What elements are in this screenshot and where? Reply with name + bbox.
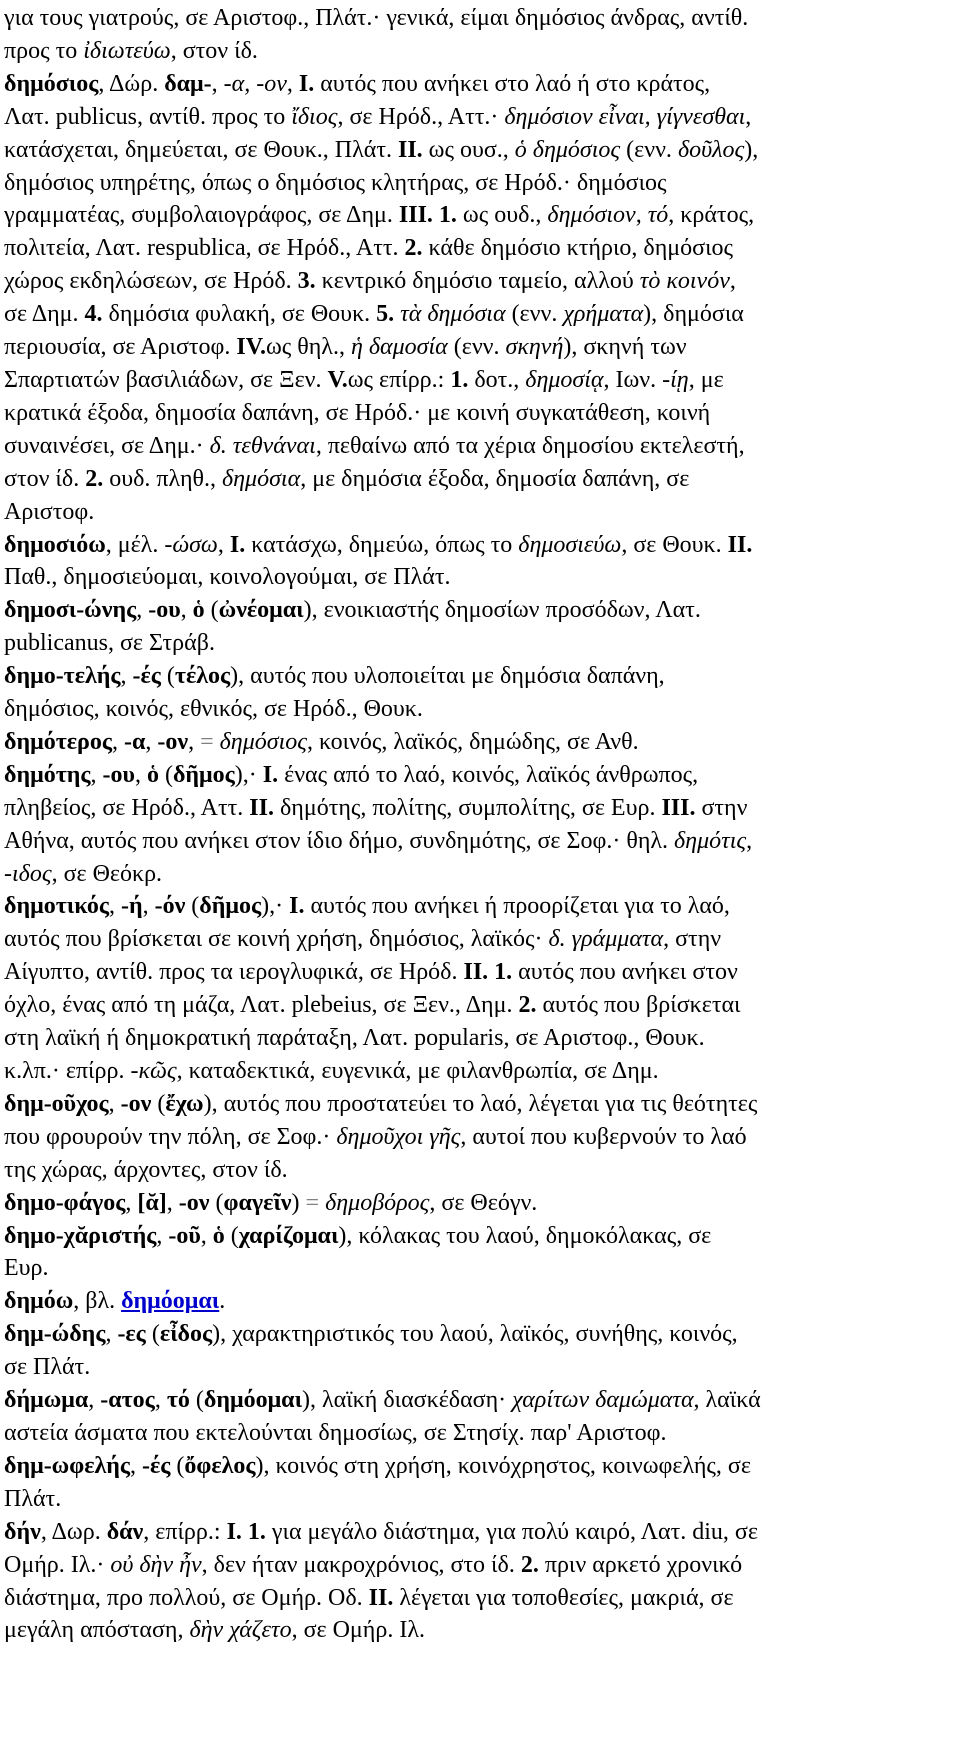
dictionary-line — [4, 825, 956, 858]
definition-text: , αυτοί που κυβερνούν το λαό — [460, 1123, 747, 1150]
definition-text: ως ουσ., — [422, 136, 515, 163]
headword-text: V. — [327, 366, 348, 393]
greek-citation-text: δημοῦχοι γῆς — [336, 1123, 461, 1150]
headword-text: 2. — [518, 992, 537, 1019]
headword-text: ὠνέομαι — [218, 597, 304, 624]
greek-citation-text: δ. γράμματα — [548, 926, 664, 953]
definition-text: δοτ., — [468, 366, 526, 393]
definition-text: , σε Θουκ. — [621, 531, 728, 558]
headword-text: δημόω — [4, 1288, 74, 1315]
greek-citation-text: δημότις — [674, 827, 747, 854]
definition-text: στον ίδ. — [4, 465, 86, 492]
dictionary-line — [4, 199, 956, 232]
greek-citation-text: δημόσιος — [219, 728, 307, 755]
definition-text: όχλο, ένας από τη μάζα, Λατ. plebeius, σε Ξεν., Δημ. — [4, 992, 519, 1019]
headword-text: ἔχω — [165, 1090, 204, 1117]
headword-text: 4. — [84, 301, 103, 328]
headword-text: 3. — [297, 268, 316, 295]
headword-text: τό — [166, 1387, 190, 1414]
dictionary-line — [4, 1154, 956, 1187]
definition-text: χώρος εκδηλώσεων, σε Ηρόδ. — [4, 268, 298, 295]
definition-text: ), λαϊκή διασκέδαση· — [302, 1387, 513, 1414]
definition-text: , Ιων. — [603, 366, 663, 393]
greek-citation-text: δὴν χάζετο — [189, 1617, 292, 1644]
dictionary-line — [4, 397, 956, 430]
definition-text: , — [286, 70, 299, 97]
dictionary-line — [4, 529, 956, 562]
headword-text: II. — [368, 1584, 394, 1611]
headword-text: I. — [229, 531, 246, 558]
greek-citation-text: -κῶς — [130, 1058, 177, 1084]
definition-text: , — [88, 1387, 101, 1414]
headword-text: -ον — [120, 1090, 152, 1117]
definition-text: γραμματέας, συμβολαιογράφος, σε Δημ. — [4, 202, 399, 229]
definition-text: ( — [185, 893, 200, 920]
greek-citation-text: ἡ δαμοσία — [350, 334, 448, 361]
definition-text: , — [156, 1222, 169, 1249]
definition-text: σε Πλάτ. — [4, 1354, 91, 1381]
headword-text: δημοσιόω — [4, 531, 106, 558]
definition-text: , — [105, 1321, 118, 1348]
headword-text: δῆμος — [199, 893, 262, 920]
dictionary-line — [4, 496, 956, 529]
definition-text: ), σκηνή των — [563, 334, 687, 361]
definition-text: = — [200, 728, 214, 755]
headword-text: -ή — [120, 893, 143, 920]
headword-text: 1. — [450, 366, 469, 393]
definition-text: , σε Ηρόδ., Αττ.· — [337, 103, 505, 130]
definition-text: αυτός που ανήκει στον — [512, 959, 738, 986]
headword-text: δημ-ωφελής — [4, 1452, 130, 1479]
definition-text: , — [166, 1189, 179, 1216]
dictionary-line — [4, 1516, 956, 1549]
definition-text: προς το — [4, 37, 84, 64]
headword-text: δημοτικός — [4, 893, 109, 920]
definition-text: , Δώρ. — [98, 70, 165, 97]
definition-text: , στον ίδ. — [170, 37, 258, 64]
greek-citation-text: δημόσια — [221, 465, 301, 492]
definition-text: , — [134, 761, 147, 788]
headword-text: I. — [262, 761, 279, 788]
definition-text: , — [180, 597, 193, 624]
greek-citation-text: -α, -ον — [223, 70, 287, 97]
headword-text: δημ-ώδης — [4, 1321, 106, 1348]
dictionary-line — [4, 1384, 956, 1417]
definition-text: , σε Ομήρ. Ιλ. — [291, 1617, 425, 1644]
headword-text: II. — [727, 531, 753, 558]
headword-text: II. — [397, 136, 423, 163]
definition-text: μεγάλη απόσταση, — [4, 1617, 190, 1644]
dictionary-line — [4, 1285, 956, 1318]
definition-text: αυτός που βρίσκεται σε κοινή χρήση, δημόσιος, λαϊκός· — [4, 926, 549, 953]
dictionary-line — [4, 858, 956, 891]
definition-text: Αθήνα, αυτός που ανήκει στον ίδιο δήμο, συνδημότης, σε Σοφ.· θηλ. — [4, 827, 675, 854]
definition-text: . — [219, 1288, 226, 1315]
dictionary-line — [4, 167, 956, 200]
dictionary-line — [4, 1417, 956, 1450]
definition-text: , βλ. — [73, 1288, 122, 1315]
definition-text: ( — [160, 663, 175, 690]
definition-text: , — [142, 893, 155, 920]
dictionary-line — [4, 660, 956, 693]
headword-text: -ές — [132, 663, 161, 690]
headword-text: I. 1. — [226, 1518, 266, 1545]
definition-text: ( — [158, 761, 173, 788]
definition-text: ), κόλακας του λαού, δημοκόλακας, σε — [338, 1222, 712, 1249]
definition-text: Πλάτ. — [4, 1485, 62, 1512]
definition-text: κάθε δημόσιο κτήριο, δημόσιος — [422, 235, 734, 262]
definition-text: ), δημόσια — [643, 301, 744, 328]
greek-citation-text: χαρίτων δαμώματα — [512, 1387, 694, 1414]
dictionary-line — [4, 627, 956, 660]
greek-citation-text: τὸ κοινόν — [639, 268, 730, 295]
greek-citation-text: δημοβόρος — [325, 1189, 430, 1216]
headword-text: δῆμος — [172, 761, 235, 788]
dictionary-line — [4, 1055, 956, 1088]
headword-text: δημο-φάγος — [4, 1189, 126, 1216]
headword-text: 2. — [85, 465, 104, 492]
headword-text: I. — [289, 893, 305, 920]
greek-citation-text: -ίῃ — [662, 366, 689, 393]
definition-text: κεντρικό δημόσιο ταμείο, αλλού — [315, 268, 640, 295]
definition-text: που φρουρούν την πόλη, σε Σοφ.· — [4, 1123, 337, 1150]
greek-citation-text: δημοσιεύω — [518, 531, 622, 558]
definition-text: ένας από το λαό, κοινός, λαϊκός άνθρωπος, — [278, 761, 699, 788]
definition-text: Ευρ. — [4, 1255, 49, 1282]
headword-text: III. — [661, 794, 696, 821]
definition-text: , λαϊκά — [693, 1387, 761, 1414]
definition-text: δημότης, πολίτης, συμπολίτης, σε Ευρ. — [273, 794, 662, 821]
headword-text: -ές — [142, 1452, 171, 1479]
dictionary-line — [4, 1220, 956, 1253]
headword-text: 5. — [376, 301, 395, 328]
greek-citation-text: ἴδιος — [291, 103, 338, 130]
headword-text: δήμωμα — [4, 1387, 89, 1414]
greek-citation-text: οὐ δὴν ἦν — [110, 1551, 202, 1578]
headword-text: -οῦ — [168, 1222, 201, 1249]
definition-text: , — [729, 268, 736, 295]
definition-text: , σε Θεόκρ. — [51, 860, 163, 887]
definition-text: , — [130, 1452, 142, 1479]
headword-text: -όν — [154, 893, 186, 920]
definition-text: , με — [688, 366, 724, 393]
dictionary-line — [4, 35, 956, 68]
dictionary-line — [4, 759, 956, 792]
headword-text: δαμ- — [164, 70, 212, 97]
definition-text: ( — [170, 1452, 185, 1479]
greek-citation-text: -ιδος — [4, 860, 52, 887]
definition-text: περιουσία, σε Αριστοφ. — [4, 334, 237, 361]
headword-text: ὁ — [146, 761, 159, 788]
definition-text: Σπαρτιατών βασιλιάδων, σε Ξεν. — [4, 366, 328, 393]
dictionary-line — [4, 265, 956, 298]
definition-text: ( — [145, 1321, 160, 1348]
dictionary-line — [4, 989, 956, 1022]
definition-text: , — [154, 1387, 167, 1414]
greek-citation-text: τὰ δημόσια — [400, 301, 506, 328]
definition-text: , σε Θεόγν. — [429, 1189, 538, 1216]
greek-citation-text: δ. τεθνάναι — [209, 432, 316, 459]
definition-text: , κοινός, λαϊκός, δημώδης, σε Ανθ. — [307, 728, 639, 755]
dictionary-line — [4, 726, 956, 759]
dictionary-line — [4, 134, 956, 167]
dictionary-line — [4, 1252, 956, 1285]
definition-text: ( — [224, 1222, 239, 1249]
definition-text: , με δημόσια έξοδα, δημοσία δαπάνη, σε — [300, 465, 690, 492]
definition-text: δημόσιος, κοινός, εθνικός, σε Ηρόδ., Θουκ. — [4, 696, 423, 723]
definition-text: , δεν ήταν μακροχρόνιος, στο ίδ. — [201, 1551, 521, 1578]
dictionary-line — [4, 101, 956, 134]
definition-text: αυτός που βρίσκεται — [536, 992, 741, 1019]
dictionary-line — [4, 693, 956, 726]
definition-text: Ομήρ. Ιλ.· — [4, 1551, 111, 1578]
dictionary-line — [4, 956, 956, 989]
dictionary-line — [4, 1187, 956, 1220]
definition-text: publicanus, σε Στράβ. — [4, 630, 215, 657]
dictionary-line — [4, 1088, 956, 1121]
definition-text: πριν αρκετό χρονικό — [538, 1551, 743, 1578]
dictionary-line — [4, 1022, 956, 1055]
definition-text: αυτός που ανήκει ή προορίζεται για το λαό, — [304, 893, 730, 920]
headword-text: IV. — [236, 334, 266, 361]
definition-text: κ.λπ.· επίρρ. — [4, 1058, 131, 1084]
greek-citation-text: -ώσω — [164, 531, 218, 558]
dictionary-line — [4, 298, 956, 331]
cross-reference-link[interactable]: δημόομαι — [121, 1288, 220, 1315]
greek-citation-text: δημόσιον, τό — [547, 202, 669, 229]
definition-text: ουδ. πληθ., — [103, 465, 222, 492]
definition-text: , — [217, 531, 230, 558]
headword-text: -ου — [102, 761, 135, 788]
dictionary-line — [4, 1483, 956, 1516]
definition-text: , — [108, 893, 121, 920]
definition-text: , — [188, 728, 201, 755]
headword-text: εἶδος — [159, 1321, 213, 1348]
definition-text: ( — [151, 1090, 166, 1117]
definition-text: συναινέσει, σε Δημ.· — [4, 432, 210, 459]
headword-text: -ον — [157, 728, 189, 755]
dictionary-line — [4, 561, 956, 594]
headword-text: [ᾰ] — [137, 1189, 167, 1216]
definition-text: , — [136, 597, 149, 624]
headword-text: δημ-οῦχος — [4, 1090, 109, 1117]
headword-text: δημότης — [4, 761, 91, 788]
headword-text: -ον — [178, 1189, 210, 1216]
definition-text: , — [746, 827, 753, 854]
dictionary-line — [4, 1614, 956, 1647]
definition-text: , πεθαίνω από τα χέρια δημοσίου εκτελεστή, — [315, 432, 745, 459]
dictionary-line — [4, 890, 956, 923]
definition-text: , — [111, 728, 124, 755]
definition-text: , — [211, 70, 224, 97]
headword-text: δημόσιος — [4, 70, 99, 97]
headword-text: δάν — [106, 1518, 144, 1545]
headword-text: τέλος — [174, 663, 231, 690]
definition-text: ως ουδ., — [456, 202, 548, 229]
dictionary-line — [4, 1549, 956, 1582]
definition-text: , — [745, 103, 752, 130]
definition-text: (ενν. — [447, 334, 506, 361]
headword-text: 2. — [404, 235, 423, 262]
definition-text: ), κοινός στη χρήση, κοινόχρηστος, κοινωφελής, σε — [255, 1452, 751, 1479]
headword-text: -ου — [148, 597, 181, 624]
definition-text: , επίρρ.: — [143, 1518, 227, 1545]
definition-text: της χώρας, άρχοντες, στον ίδ. — [4, 1156, 288, 1183]
headword-text: δημο-τελής — [4, 663, 121, 690]
definition-text: , — [200, 1222, 213, 1249]
dictionary-line — [4, 1450, 956, 1483]
headword-text: II. — [249, 794, 274, 821]
definition-text: κατάσχεται, δημεύεται, σε Θουκ., Πλάτ. — [4, 136, 398, 163]
definition-text: αυτός που ανήκει στο λαό ή στο κράτος, — [314, 70, 711, 97]
greek-citation-text: χρήματα — [563, 301, 644, 328]
dictionary-line — [4, 594, 956, 627]
headword-text: I. — [298, 70, 315, 97]
definition-text: , στην — [663, 926, 722, 953]
definition-text: στη λαϊκή ή δημοκρατική παράταξη, Λατ. popularis, σε Αριστοφ., Θουκ. — [4, 1025, 705, 1052]
definition-text: ως θηλ., — [265, 334, 351, 361]
definition-text: ), — [744, 136, 759, 163]
dictionary-line — [4, 792, 956, 825]
definition-text: , μέλ. — [105, 531, 165, 558]
definition-text: (ενν. — [505, 301, 564, 328]
definition-text: , — [90, 761, 103, 788]
definition-text: διάστημα, προ πολλού, σε Ομήρ. Οδ. — [4, 1584, 369, 1611]
headword-text: χαρίζομαι — [238, 1222, 339, 1249]
headword-text: δήν — [4, 1518, 41, 1545]
greek-citation-text: ὁ δημόσιος — [514, 136, 621, 163]
definition-text: λέγεται για τοποθεσίες, μακριά, σε — [393, 1584, 734, 1611]
greek-citation-text: δημόσιον εἶναι, γίγνεσθαι — [504, 103, 746, 130]
definition-text: ( — [189, 1387, 204, 1414]
definition-text: για μεγάλο διάστημα, για πολύ καιρό, Λατ. diu, σε — [265, 1518, 758, 1545]
dictionary-line — [4, 364, 956, 397]
definition-text: πολιτεία, Λατ. respublica, σε Ηρόδ., Αττ. — [4, 235, 405, 262]
dictionary-line — [4, 1318, 956, 1351]
definition-text: ( — [209, 1189, 224, 1216]
headword-text: -ες — [117, 1321, 146, 1348]
definition-text: , Δωρ. — [40, 1518, 107, 1545]
definition-text: ), αυτός που προστατεύει το λαό, λέγεται για τις θεότητες — [203, 1090, 758, 1117]
definition-text: Παθ., δημοσιεύομαι, κοινολογούμαι, σε Πλάτ. — [4, 564, 451, 591]
dictionary-line — [4, 923, 956, 956]
definition-text: δημόσιος υπηρέτης, όπως ο δημόσιος κλητήρας, σε Ηρόδ.· δημόσιος — [4, 169, 667, 196]
definition-text: κατάσχω, δημεύω, όπως το — [245, 531, 519, 558]
dictionary-line — [4, 463, 956, 496]
definition-text: ως επίρρ.: — [347, 366, 451, 393]
greek-citation-text: σκηνή — [505, 334, 564, 361]
greek-citation-text: ἰδιωτεύω — [83, 37, 171, 64]
headword-text: ὁ — [212, 1222, 225, 1249]
definition-text: πληβείος, σε Ηρόδ., Αττ. — [4, 794, 250, 821]
definition-text: , — [145, 728, 158, 755]
definition-text: Αριστοφ. — [4, 498, 95, 525]
headword-text: III. 1. — [398, 202, 457, 229]
dictionary-line — [4, 1582, 956, 1615]
definition-text: στην — [695, 794, 748, 821]
headword-text: δημόομαι — [203, 1387, 303, 1414]
definition-text: για τους γιατρούς, σε Αριστοφ., Πλάτ.· γενικά, είμαι δημόσιος άνδρας, αντίθ. — [4, 5, 749, 31]
dictionary-line — [4, 1351, 956, 1384]
headword-text: φαγεῖν — [223, 1189, 292, 1216]
definition-text: δημόσια φυλακή, σε Θουκ. — [102, 301, 377, 328]
definition-text: , καταδεκτικά, ευγενικά, με φιλανθρωπία, σε Δημ. — [176, 1058, 659, 1084]
greek-citation-text: δημοσίᾳ — [525, 366, 604, 393]
headword-text: ὄφελος — [184, 1452, 256, 1479]
definition-text: αστεία άσματα που εκτελούνται δημοσίως, σε Στησίχ. παρ' Αριστοφ. — [4, 1419, 667, 1446]
definition-text: = — [305, 1189, 320, 1216]
headword-text: δημο-χᾰριστής — [4, 1222, 157, 1249]
definition-text: (ενν. — [620, 136, 678, 163]
definition-text: ) — [291, 1189, 306, 1216]
headword-text: -α — [123, 728, 146, 755]
dictionary-line — [4, 430, 956, 463]
dictionary-line — [4, 2, 956, 35]
headword-text: δημότερος — [4, 728, 112, 755]
headword-text: δημοσι-ώνης — [4, 597, 137, 624]
definition-text: Λατ. publicus, αντίθ. προς το — [4, 103, 292, 130]
definition-text: ),· — [261, 893, 290, 920]
dictionary-line — [4, 1121, 956, 1154]
greek-citation-text: δοῦλος — [677, 136, 745, 163]
headword-text: ὁ — [192, 597, 205, 624]
dictionary-line — [4, 68, 956, 101]
headword-text: 2. — [520, 1551, 539, 1578]
headword-text: II. 1. — [463, 959, 513, 986]
definition-text: ( — [204, 597, 219, 624]
definition-text: , — [125, 1189, 138, 1216]
definition-text: , — [108, 1090, 121, 1117]
definition-text: Αίγυπτο, αντίθ. προς τα ιερογλυφικά, σε Ηρόδ. — [4, 959, 464, 986]
definition-text: ), αυτός που υλοποιείται με δημόσια δαπάνη, — [230, 663, 665, 690]
definition-text: , κράτος, — [668, 202, 755, 229]
headword-text: -ατος — [100, 1387, 155, 1414]
definition-text: κρατικά έξοδα, δημοσία δαπάνη, σε Ηρόδ.· με κοινή συγκατάθεση, κοινή — [4, 399, 711, 426]
definition-text: ),· — [234, 761, 263, 788]
dictionary-line — [4, 331, 956, 364]
definition-text: σε Δημ. — [4, 301, 85, 328]
definition-text: ), ενοικιαστής δημοσίων προσόδων, Λατ. — [303, 597, 701, 624]
definition-text: ), χαρακτηριστικός του λαού, λαϊκός, συνήθης, κοινός, — [212, 1321, 738, 1348]
definition-text: , — [120, 663, 133, 690]
dictionary-line — [4, 232, 956, 265]
